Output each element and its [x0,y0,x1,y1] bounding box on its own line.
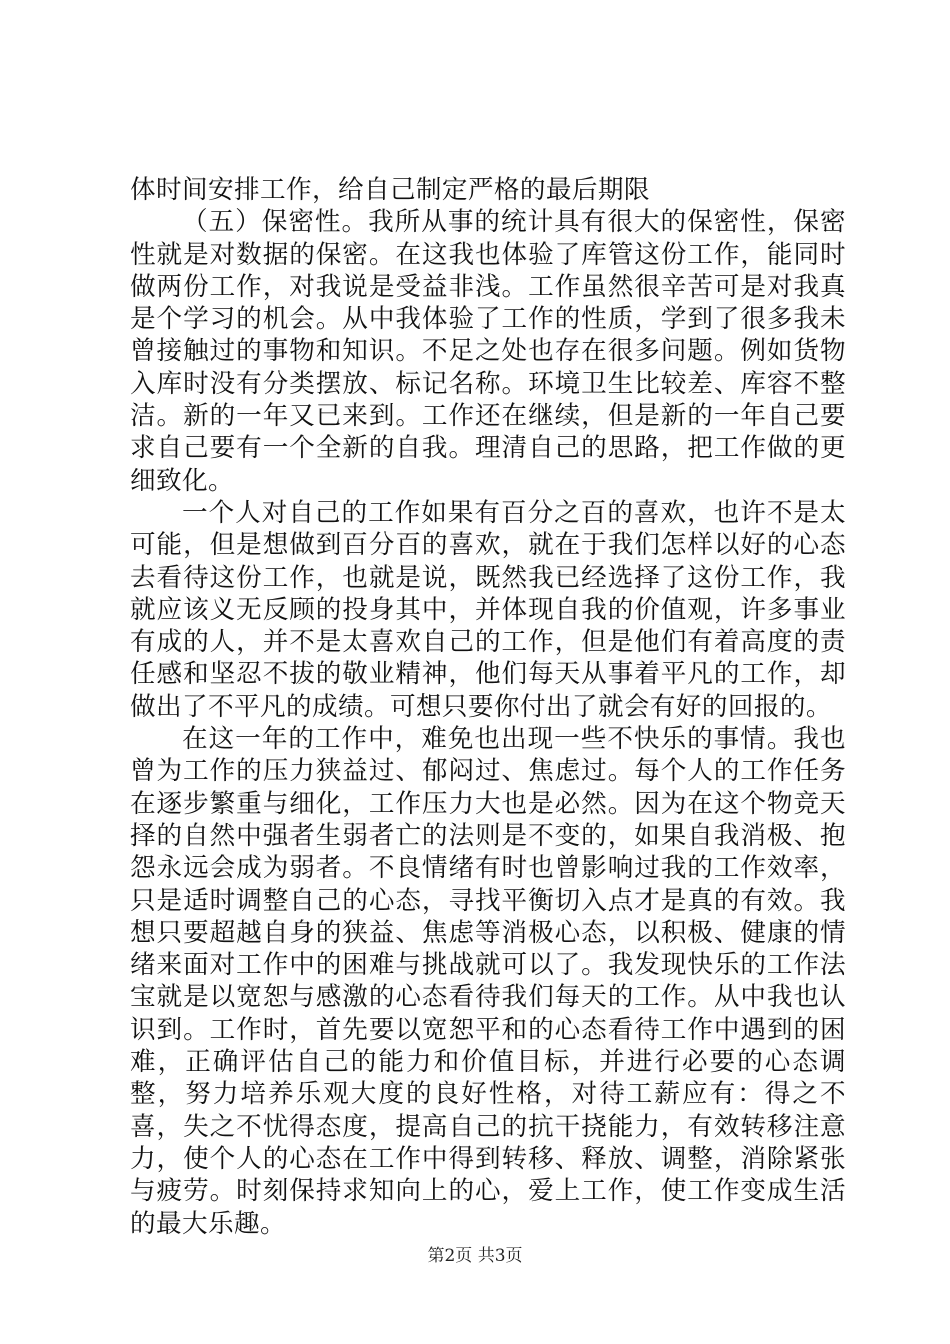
document-body [130,174,846,1240]
page-number-label: 第2页 共3页 [427,1246,523,1266]
paragraph-work-attitude: 一个人对自己的工作如果有百分之百的喜欢，也许不是太可能，但是想做到百分百的喜欢，就在于我们怎样以好的心态去看待这份工作，也就是说，既然我已经选择了这份工作，我就应该义无反顾的投身其中，并体现自我的价值观，许多事业有成的人，并不是太喜欢自己的工作，但是他们有着高度的责任感和坚忍不拔的敬业精神，他们每天从事着平凡的工作，却做出了不平凡的成绩。可想只要你付出了就会有好的回报的。 [130,497,846,722]
paragraph-work-pressure: 在这一年的工作中，难免也出现一些不快乐的事情。我也曾为工作的压力狭益过、郁闷过、焦虑过。每个人的工作任务在逐步繁重与细化，工作压力大也是必然。因为在这个物竞天择的自然中强者生弱者亡的法则是不变的，如果自我消极、抱怨永远会成为弱者。不良情绪有时也曾影响过我的工作效率，只是适时调整自己的心态，寻找平衡切入点才是真的有效。我想只要超越自身的狭益、焦虑等消极心态，以积极、健康的情绪来面对工作中的困难与挑战就可以了。我发现快乐的工作法宝就是以宽恕与感激的心态看待我们每天的工作。从中我也认识到。工作时，首先要以宽恕平和的心态看待工作中遇到的困难，正确评估自己的能力和价值目标，并进行必要的心态调整，努力培养乐观大度的良好性格，对待工薪应有：得之不喜，失之不忧得态度，提高自己的抗干挠能力，有效转移注意力，使个人的心态在工作中得到转移、释放、调整，消除紧张与疲劳。时刻保持求知向上的心，爱上工作，使工作变成生活的最大乐趣。 [130,724,846,1239]
page-footer [0,1245,950,1267]
paragraph-continuation: 体时间安排工作，给自己制定严格的最后期限 [130,175,650,205]
paragraph-confidentiality: （五）保密性。我所从事的统计具有很大的保密性，保密性就是对数据的保密。在这我也体验了库管这份工作，能同时做两份工作，对我说是受益非浅。工作虽然很辛苦可是对我真是个学习的机会。从中我体验了工作的性质，学到了很多我未曾接触过的事物和知识。不足之处也存在很多问题。例如货物入库时没有分类摆放、标记名称。环境卫生比较差、库容不整洁。新的一年又已来到。工作还在继续，但是新的一年自己要求自己要有一个全新的自我。理清自己的思路，把工作做的更细致化。 [130,207,846,496]
